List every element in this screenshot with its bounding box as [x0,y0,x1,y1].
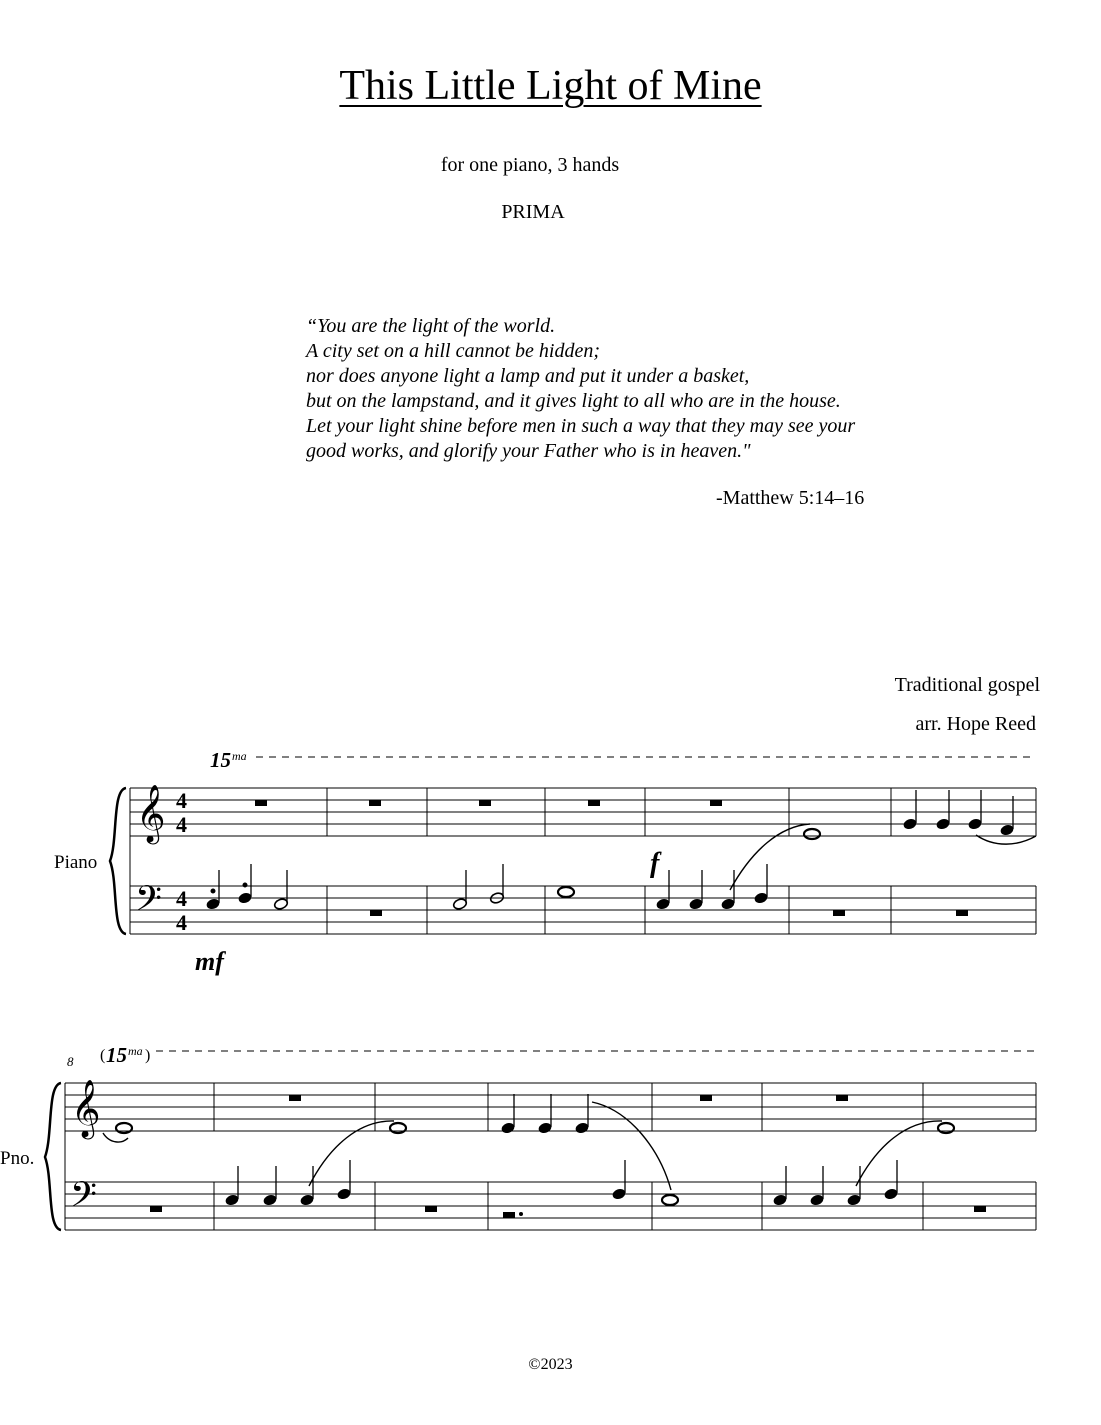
note [572,1094,592,1134]
note [535,1094,555,1134]
note [810,1166,824,1206]
notes [112,790,1014,1206]
whole-rest [150,1206,162,1212]
treble-clef-icon: 𝄞 [71,1080,101,1136]
slur [103,1133,128,1142]
whole-rest [836,1095,848,1101]
whole-rest [700,1095,712,1101]
epigraph-line: good works, and glorify your Father who is in heaven." [306,440,751,462]
rests [150,800,986,1218]
epigraph-line: “You are the light of the world. [306,315,556,337]
composer-credit: Traditional gospel [894,674,1040,696]
note [300,1166,314,1206]
time-sig-bottom: 4 [176,910,187,935]
treble-clef-icon: 𝄞 [136,785,166,841]
note [112,1123,136,1133]
whole-rest [479,800,491,806]
whole-rest [833,910,845,916]
note [903,790,917,830]
note [612,1160,626,1200]
note [263,1166,277,1206]
note [689,870,703,910]
copyright: ©2023 [528,1356,573,1373]
time-sig-bottom: 4 [176,812,187,837]
instrument-short-label: Pno. [0,1148,35,1169]
whole-rest [289,1095,301,1101]
epigraph-line: but on the lampstand, and it gives light to all who are in the house. [306,390,841,412]
subtitle: for one piano, 3 hands [440,154,620,176]
slur [592,1102,671,1190]
note [1000,796,1014,836]
part-label: PRIMA [501,201,565,223]
note [721,870,735,910]
note [936,790,950,830]
note [968,790,982,830]
note [773,1166,787,1206]
measure-number: 8 [67,1054,74,1069]
barlines-1 [130,788,1036,934]
note [662,1195,678,1205]
time-sig-top: 4 [176,886,187,911]
epigraph-line: A city set on a hill cannot be hidden; [306,340,601,362]
epigraph-attribution: -Matthew 5:14–16 [716,487,865,509]
time-sig-top: 4 [176,788,187,813]
slur [730,824,810,890]
dynamic-mf: mf [195,947,224,976]
note [452,870,467,910]
system-1 [110,757,1036,934]
note [558,887,574,897]
note [238,864,252,904]
whole-rest [369,800,381,806]
whole-rest [974,1206,986,1212]
ottava-number: 15 [210,748,231,772]
note [884,1160,898,1200]
bass-clef-icon: 𝄢 [70,1177,98,1223]
epigraph-line: nor does anyone light a lamp and put it under a basket, [306,365,750,387]
treble-staff-1 [130,788,1036,836]
ottava-paren-open: ( [100,1047,106,1064]
ottava-paren-close: ) [145,1047,151,1064]
title-text: This Little Light of Mine [339,63,762,109]
clefs [70,785,166,1223]
epigraph-line: Let your light shine before men in such a way that they may see your [306,415,856,437]
note [498,1094,518,1134]
whole-rest [588,800,600,806]
note [754,864,768,904]
note [225,1166,239,1206]
whole-rest [370,910,382,916]
brace-2 [45,1083,61,1230]
whole-rest [956,910,968,916]
note [800,829,824,839]
note [273,870,288,910]
ottava-marking-2 [100,1043,150,1067]
bass-clef-icon: 𝄢 [135,881,163,927]
note [337,1160,351,1200]
note [386,1123,410,1133]
slurs [103,824,1036,1190]
whole-rest [425,1206,437,1212]
whole-rest [710,800,722,806]
note [934,1123,958,1133]
ottava-suffix: ma [128,1044,143,1058]
time-signatures [176,788,187,935]
instrument-label: Piano [54,852,98,873]
half-rest [503,1212,515,1218]
bass-staff-1 [130,886,1036,934]
note [847,1166,861,1206]
arranger-credit: arr. Hope Reed [915,713,1036,735]
brace-1 [110,788,126,934]
system-2 [45,1051,1036,1230]
note [206,870,220,910]
dynamic-f: f [650,848,660,879]
whole-rest [255,800,267,806]
ottava-suffix: ma [232,749,247,763]
ottava-number: 15 [106,1043,127,1067]
ottava-marking-1 [210,748,247,772]
rest-dot [519,1212,523,1216]
